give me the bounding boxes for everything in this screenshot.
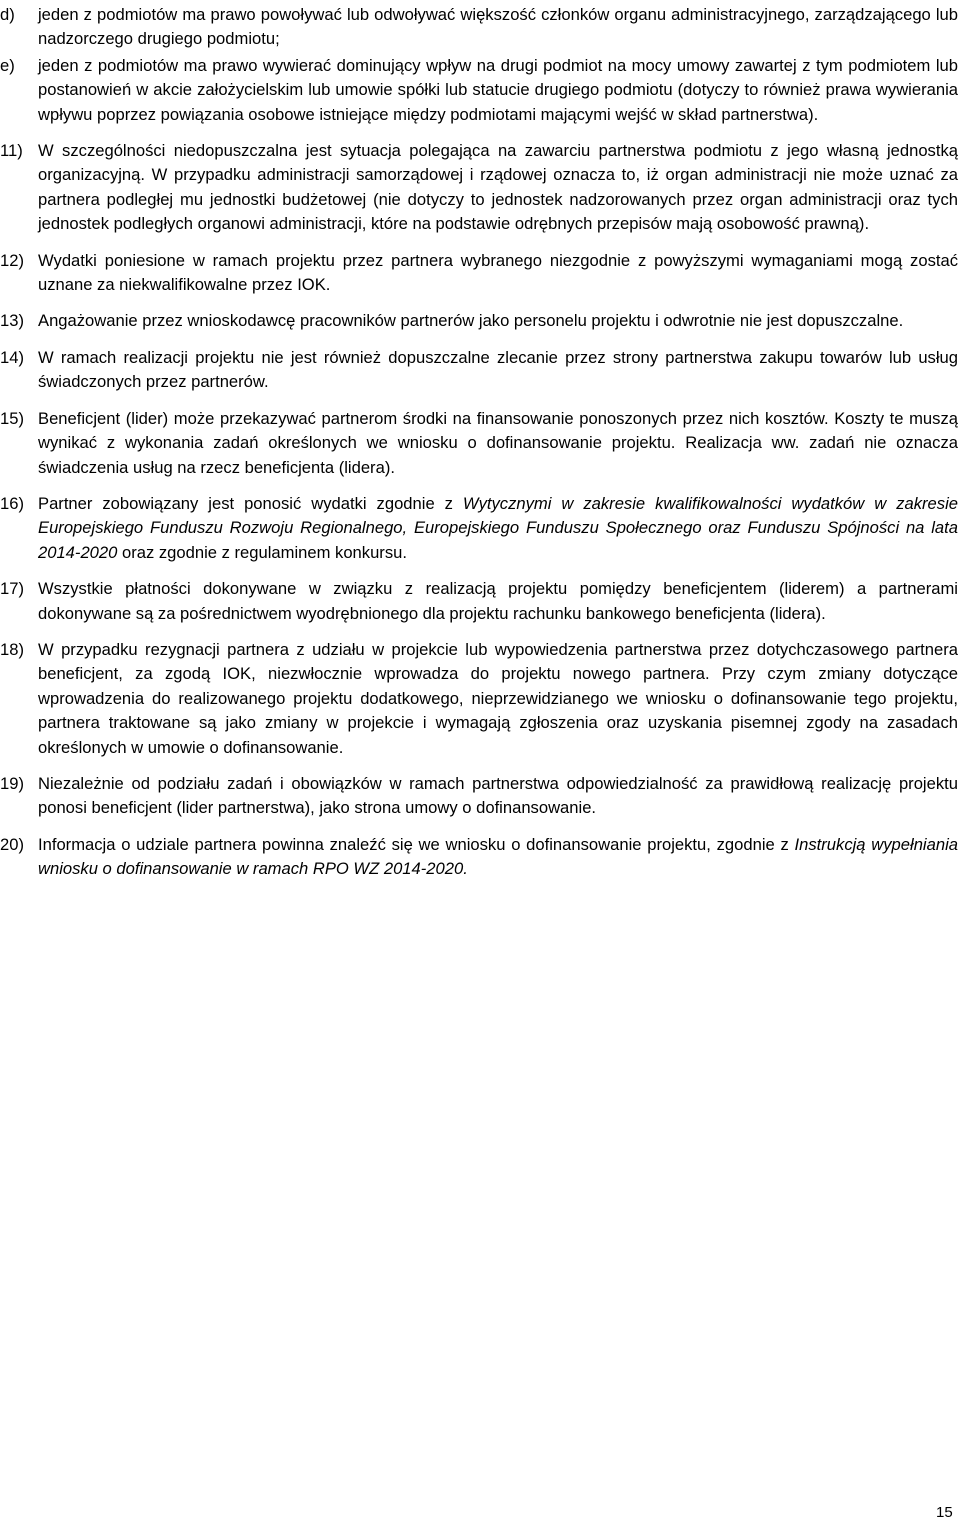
list-item-text bbox=[38, 638, 958, 760]
list-item bbox=[0, 3, 958, 52]
list-content bbox=[0, 3, 958, 894]
text-run: Angażowanie przez wnioskodawcę pracowników partnerów jako personelu projektu i odwrotnie nie jest dopuszczalne. bbox=[38, 311, 904, 331]
text-run: W przypadku rezygnacji partnera z udziału w projekcie lub wypowiedzenia partnerstwa przez dotychczasowego partnera beneficjent, za zgodą IOK, niezwłocznie wprowadza do projektu nowego partnera. Przy czym zmiany dotyczące wprowadzenia do realizowanego projektu dodatkowego, nieprzewidzianego we wniosku o dofinansowanie tego projektu, partnera traktowane są jako zmiany w projekcie i wymagają zgłoszenia oraz uzyskania pisemnej zgody na zasadach określonych w umowie o dofinansowanie. bbox=[38, 639, 958, 757]
list-item-text bbox=[38, 249, 958, 298]
text-run: jeden z podmiotów ma prawo powoływać lub odwoływać większość członków organu administracyjnego, zarządzającego lub nadzorczego drugiego podmiotu; bbox=[38, 5, 958, 49]
list-item bbox=[0, 54, 958, 127]
text-run: Wydatki poniesione w ramach projektu przez partnera wybranego niezgodnie z powyższymi wymaganiami mogą zostać uznane za niekwalifikowalne przez IOK. bbox=[38, 250, 958, 295]
list-item-text bbox=[38, 492, 958, 565]
list-item-marker: 15) bbox=[0, 408, 24, 428]
list-item-marker: 20) bbox=[0, 834, 24, 854]
list-item bbox=[0, 309, 958, 333]
list-item bbox=[0, 772, 958, 821]
list-item-marker: 14) bbox=[0, 347, 24, 367]
list-item-marker: 13) bbox=[0, 311, 24, 331]
text-run: Wszystkie płatności dokonywane w związku z realizacją projektu pomiędzy beneficjentem (liderem) a partnerami dokonywane są za pośrednictwem wyodrębnionego dla projektu rachunku bankowego beneficjenta (lidera). bbox=[38, 579, 958, 623]
list-item-text bbox=[38, 407, 958, 480]
list-item bbox=[0, 249, 958, 298]
list-item bbox=[0, 139, 958, 237]
list-item bbox=[0, 638, 958, 760]
list-item bbox=[0, 346, 958, 395]
list-item-marker: 18) bbox=[0, 639, 24, 659]
italic-title: Wytycznymi w zakresie kwalifikowalności wydatków w zakresie Europejskiego Funduszu Rozwoju Regionalnego, Europejskiego Funduszu Społecznego oraz Funduszu Spójności na lata 2014-2020 bbox=[38, 493, 958, 562]
text-run: Beneficjent (lider) może przekazywać partnerom środki na finansowanie ponoszonych przez nich kosztów. Koszty te muszą wynikać z wykonania zadań określonych we wniosku o dofinansowanie projektu. Realizacja ww. zadań nie oznacza świadczenia usług na rzecz beneficjenta (lidera). bbox=[38, 408, 958, 477]
list-item-marker: 11) bbox=[0, 141, 23, 161]
list-item bbox=[0, 833, 958, 882]
list-item-marker: e) bbox=[0, 55, 15, 75]
list-item-text bbox=[38, 833, 958, 882]
list-item bbox=[0, 492, 958, 565]
text-run: Niezależnie od podziału zadań i obowiązków w ramach partnerstwa odpowiedzialność za prawidłową realizację projektu ponosi beneficjent (lider partnerstwa), jako strona umowy o dofinansowanie. bbox=[38, 773, 958, 818]
list-item-marker: d) bbox=[0, 5, 15, 24]
page-number: 15 bbox=[936, 1504, 953, 1521]
list-item-marker: 17) bbox=[0, 579, 24, 599]
list-item-text bbox=[38, 577, 958, 626]
italic-title: Instrukcją wypełniania wniosku o dofinansowanie w ramach RPO WZ 2014-2020. bbox=[38, 834, 958, 879]
list-item-text bbox=[38, 772, 958, 821]
list-item-text bbox=[38, 54, 958, 127]
list-item bbox=[0, 577, 958, 626]
list-item-marker: 12) bbox=[0, 250, 24, 270]
text-run: W szczególności niedopuszczalna jest sytuacja polegająca na zawarciu partnerstwa podmiotu z jego własną jednostką organizacyjną. W przypadku administracji samorządowej i rządowej oznacza to, iż organ administracji nie może uznać za partnera podległej mu jednostki budżetowej (nie dotyczy to jednostek nadzorowanych przez organ administracji oraz tych jednostek podległych organowi administracji, które na podstawie odrębnych przepisów mają osobowość prawną). bbox=[38, 141, 958, 234]
list-item bbox=[0, 407, 958, 480]
list-item-text bbox=[38, 346, 958, 395]
text-run: W ramach realizacji projektu nie jest również dopuszczalne zlecanie przez strony partnerstwa zakupu towarów lub usług świadczonych przez partnerów. bbox=[38, 347, 958, 392]
text-run: Informacja o udziale partnera powinna znaleźć się we wniosku o dofinansowanie projektu, zgodnie z bbox=[38, 834, 795, 854]
text-run: oraz zgodnie z regulaminem konkursu. bbox=[117, 542, 407, 562]
list-item-text bbox=[38, 3, 958, 52]
list-item-marker: 16) bbox=[0, 493, 24, 513]
text-run: jeden z podmiotów ma prawo wywierać dominujący wpływ na drugi podmiot na mocy umowy zawartej z tym podmiotem lub postanowień w akcie założycielskim lub umowie spółki lub statucie drugiego podmiotu (dotyczy to również prawa wywierania wpływu poprzez powiązania osobowe istniejące między podmiotami mającymi wejść w skład partnerstwa). bbox=[38, 55, 958, 124]
list-item-text bbox=[38, 309, 958, 333]
list-item-marker: 19) bbox=[0, 773, 24, 793]
text-run: Partner zobowiązany jest ponosić wydatki zgodnie z bbox=[38, 493, 463, 513]
list-item-text bbox=[38, 139, 958, 237]
